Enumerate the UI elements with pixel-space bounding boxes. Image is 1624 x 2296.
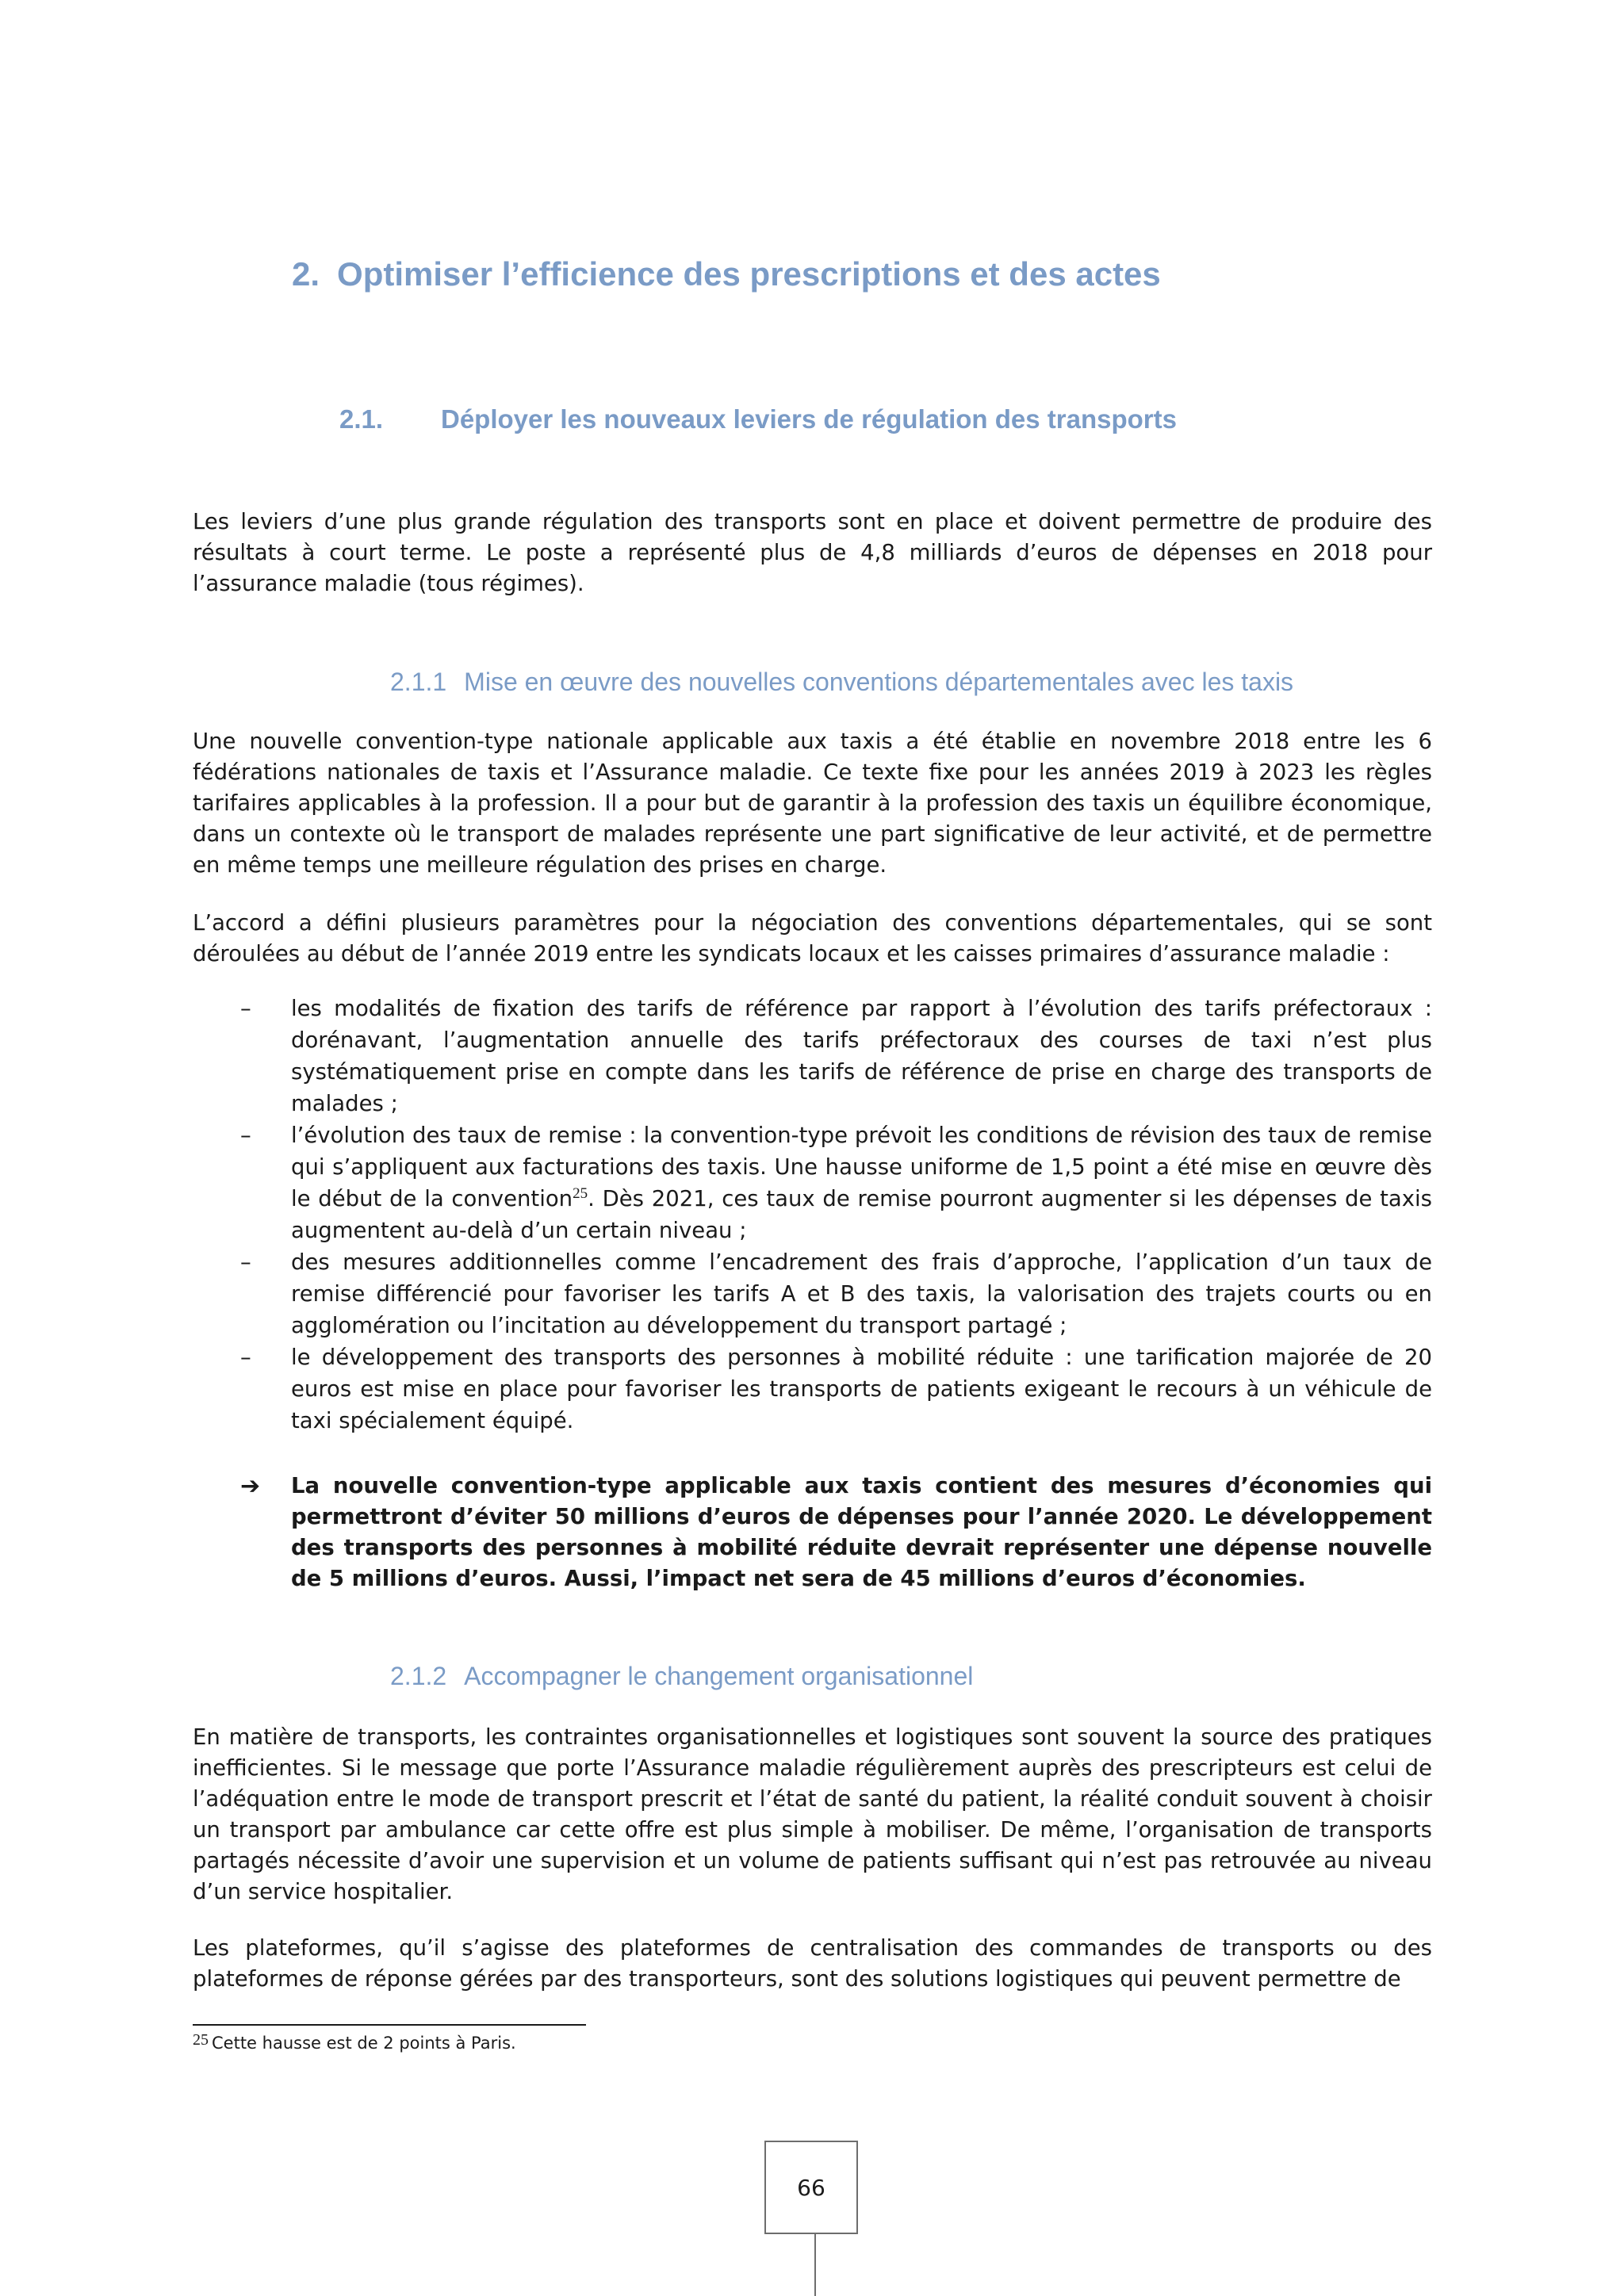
subsubsection-title: Mise en œuvre des nouvelles conventions départementales avec les taxis [464,668,1294,696]
page-number-stem [814,2234,816,2296]
bullet-dash: – [240,996,251,1021]
subsection-heading [339,404,1177,434]
list-item-text-after: . Dès 2021, ces taux de remise pourront augmenter si les dépenses de taxis augmentent au-delà d’un certain niveau ; [291,1186,1433,1243]
section-heading [292,255,1161,293]
footnote-text: Cette hausse est de 2 points à Paris. [212,2034,516,2053]
list-item [193,1341,1432,1437]
convention-paragraph: Une nouvelle convention-type nationale applicable aux taxis a été établie en novembre 2018 entre les 6 fédérations nationales de taxis et l’Assurance maladie. Ce texte fixe pour les années 2019 à 2023 les règles tarifaires applicables à la profession. Il a pour but de garantir à la profession des taxis un équilibre économique, dans un contexte où le transport de malades représente une part significative de leur activité, et de permettre en même temps une meilleure régulation des prises en charge. [193,729,1432,878]
page-number-box [764,2141,858,2234]
list-item-text-before: l’évolution des taux de remise : la convention-type prévoit les conditions de révision des taux de remise qui s’appliquent aux facturations des taxis. Une hausse uniforme de 1,5 point a été mise en œuvre dès le début de la convention [291,1123,1432,1211]
list-item-text: des mesures additionnelles comme l’encadrement des frais d’approche, l’application d’un taux de remise différencié pour favoriser les tarifs A et B des taxis, la valorisation des trajets courts ou en agglomération ou l’incitation au développement du transport partagé ; [291,1249,1432,1338]
subsubsection-heading-211 [390,668,1293,697]
key-takeaway-callout [193,1471,1432,1594]
subsubsection-heading-212 [390,1662,973,1691]
section-number: 2. [292,255,320,293]
subsection-number: 2.1. [339,404,384,434]
subsection-title: Déployer les nouveaux leviers de régulation des transports [441,404,1177,434]
callout-text: La nouvelle convention-type applicable aux taxis contient des mesures d’économies qui permettront d’éviter 50 millions d’euros de dépenses pour l’année 2020. Le développement des transports des personnes à mobilité réduite devrait représenter une dépense nouvelle de 5 millions d’euros. Aussi, l’impact net sera de 45 millions d’euros d’économies. [291,1473,1432,1591]
bullet-dash: – [240,1249,251,1275]
list-item [193,993,1432,1119]
bullet-dash: – [240,1345,251,1370]
parameters-list [193,993,1432,1437]
footnote-reference[interactable]: 25 [573,1185,588,1202]
list-item [193,1246,1432,1341]
subsubsection-number: 2.1.2 [390,1662,447,1690]
arrow-right-icon: ➔ [240,1472,261,1500]
subsubsection-number: 2.1.1 [390,668,447,696]
platforms-paragraph: Les plateformes, qu’il s’agisse des plateformes de centralisation des commandes de transports ou des plateformes de réponse gérées par des transporteurs, sont des solutions logistiques qui peuvent permettre de [193,1935,1432,1992]
list-item-text: les modalités de fixation des tarifs de référence par rapport à l’évolution des tarifs préfectoraux : dorénavant, l’augmentation annuelle des tarifs préfectoraux des courses de taxi n’est plus systématiquement prise en compte dans les tarifs de référence de prise en charge des transports de malades ; [291,996,1432,1116]
bullet-dash: – [240,1123,251,1148]
footnote [193,2033,516,2053]
organisation-paragraph: En matière de transports, les contraintes organisationnelles et logistiques sont souvent la source des pratiques inefficientes. Si le message que porte l’Assurance maladie régulièrement auprès des prescripteurs est celui de l’adéquation entre le mode de transport prescrit et l’état de santé du patient, la réalité conduit souvent à choisir un transport par ambulance car cette offre est plus simple à mobiliser. De même, l’organisation de transports partagés nécessite d’avoir une supervision et un volume de patients suffisant qui n’est pas retrouvée au niveau d’un service hospitalier. [193,1724,1432,1904]
subsubsection-title: Accompagner le changement organisationnel [464,1662,974,1690]
footnote-separator [193,2024,586,2026]
section-title: Optimiser l’efficience des prescriptions et des actes [337,255,1161,293]
page-number: 66 [797,2174,825,2201]
list-item-text: le développement des transports des personnes à mobilité réduite : une tarification majorée de 20 euros est mise en place pour favoriser les transports de patients exigeant le recours à un véhicule de taxi spécialement équipé. [291,1345,1432,1433]
footnote-number: 25 [193,2031,209,2049]
list-item [193,1119,1432,1246]
intro-paragraph: Les leviers d’une plus grande régulation des transports sont en place et doivent permettre de produire des résultats à court terme. Le poste a représenté plus de 4,8 milliards d’euros de dépenses en 2018 pour l’assurance maladie (tous régimes). [193,509,1432,596]
accord-paragraph: L’accord a défini plusieurs paramètres pour la négociation des conventions départementales, qui se sont déroulées au début de l’année 2019 entre les syndicats locaux et les caisses primaires d’assurance maladie : [193,910,1432,966]
